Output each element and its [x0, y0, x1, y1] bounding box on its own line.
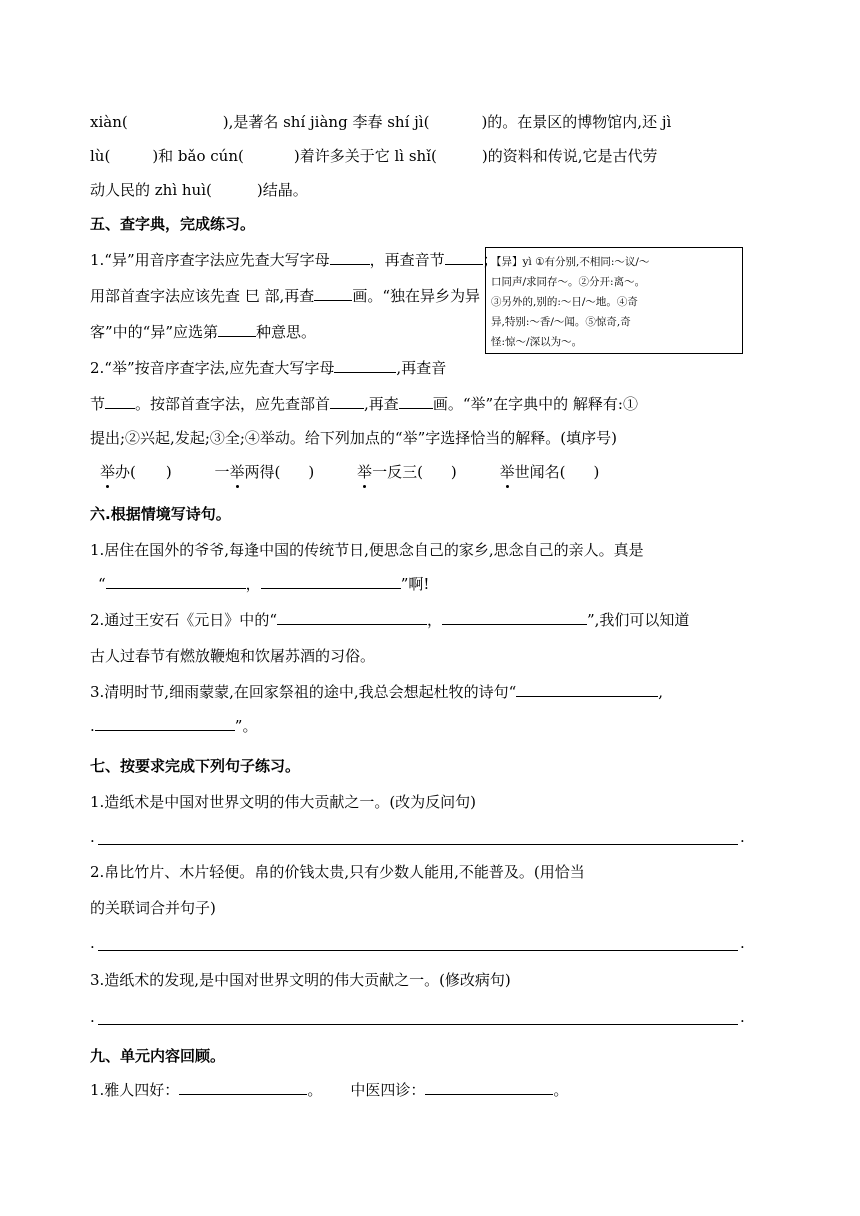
- dictionary-entry-box: [485, 247, 743, 354]
- section-6-title: 六.根据情境写诗句。: [90, 505, 231, 523]
- word-2: 一举两得( ): [214, 463, 315, 481]
- s5-q1-line-2: 用部首查字法应该先查 巳 部,再查 画。“独在异乡为异: [90, 287, 480, 305]
- blank[interactable]: [314, 286, 352, 301]
- word-1: 举办( ): [100, 463, 172, 481]
- s7-q2-line-2: 的关联词合并句子): [90, 899, 216, 917]
- dict-line-2: 口同声/求同存～。②分开:离～。: [491, 276, 646, 288]
- blank[interactable]: [277, 610, 427, 625]
- blank[interactable]: [261, 574, 401, 589]
- blank[interactable]: [106, 574, 246, 589]
- blank[interactable]: [516, 682, 658, 697]
- s7-q3: 3.造纸术的发现,是中国对世界文明的伟大贡献之一。(修改病句): [90, 971, 511, 989]
- s6-q3-line-2: . ”。: [90, 717, 258, 735]
- section-9-title: 九、单元内容回顾。: [90, 1047, 226, 1065]
- s7-q1: 1.造纸术是中国对世界文明的伟大贡献之一。(改为反问句): [90, 793, 477, 811]
- blank[interactable]: [95, 716, 235, 731]
- pinyin-line-3: 动人民的 zhì huì( )结晶。: [90, 181, 308, 199]
- s6-q1-line-1: 1.居住在国外的爷爷,每逢中国的传统节日,便思念自己的家乡,思念自己的亲人。真是: [90, 541, 644, 559]
- s6-q1-line-2: “ ， ”啊!: [98, 575, 430, 593]
- section-5-title: 五、查字典，完成练习。: [90, 215, 256, 233]
- blank[interactable]: [330, 394, 364, 409]
- blank[interactable]: [179, 1080, 307, 1095]
- s5-q2-words: [100, 462, 599, 482]
- s6-q2-line-2: 古人过春节有燃放鞭炮和饮屠苏酒的习俗。: [90, 647, 376, 665]
- s6-q2-line-1: 2.通过王安石《元日》中的“ ， ”,我们可以知道: [90, 611, 690, 629]
- dict-line-1: 【异】yì ①有分别,不相同:～议/～: [491, 256, 650, 268]
- blank[interactable]: [442, 610, 587, 625]
- s9-q1: 1.雅人四好： 。 中医四诊： 。: [90, 1081, 569, 1099]
- word-3: 举一反三( ): [357, 463, 457, 481]
- blank[interactable]: [445, 250, 483, 265]
- s5-q1-line-3: 客”中的“异”应选第 种意思。: [90, 323, 317, 341]
- s5-q1-line-1: 1.“异”用音序查字法应先查大写字母 ，再查音节 ；: [90, 251, 498, 269]
- s5-q2-line-2: 节 。按部首查字法，应先查部首 ,再查 画。“举”在字典中的 解释有:①: [90, 395, 638, 413]
- dict-line-5: 怪:惊～/深以为～。: [491, 336, 583, 348]
- s7-q2-line-1: 2.帛比竹片、木片轻便。帛的价钱太贵,只有少数人能用,不能普及。(用恰当: [90, 863, 585, 881]
- blank[interactable]: [330, 250, 370, 265]
- dict-line-3: ③另外的,别的:～日/～地。④奇: [491, 296, 638, 308]
- blank[interactable]: [334, 358, 396, 373]
- s6-q3-line-1: 3.清明时节,细雨蒙蒙,在回家祭祖的途中,我总会想起杜牧的诗句“ ,: [90, 683, 664, 701]
- dict-line-4: 异,特别:～香/～闻。⑤惊奇,奇: [491, 316, 631, 328]
- s5-q2-line-1: 2.“举”按音序查字法,应先查大写字母 ,再查音: [90, 359, 447, 377]
- blank[interactable]: [105, 394, 135, 409]
- s5-q2-line-3: 提出;②兴起,发起;③全;④举动。给下列加点的“举”字选择恰当的解释。(填序号): [90, 429, 617, 447]
- blank[interactable]: [218, 322, 256, 337]
- blank[interactable]: [399, 394, 433, 409]
- word-4: 举世闻名( ): [499, 463, 600, 481]
- pinyin-line-2: lù( )和 bǎo cún( )着许多关于它 lì shǐ( )的资料和传说,它是古代劳: [90, 147, 658, 165]
- blank[interactable]: [425, 1080, 553, 1095]
- pinyin-line-1: xiàn( ),是著名 shí jiàng 李春 shí jì( )的。在景区的博物馆内,还 jì: [90, 113, 672, 131]
- section-7-title: 七、按要求完成下列句子练习。: [90, 757, 301, 775]
